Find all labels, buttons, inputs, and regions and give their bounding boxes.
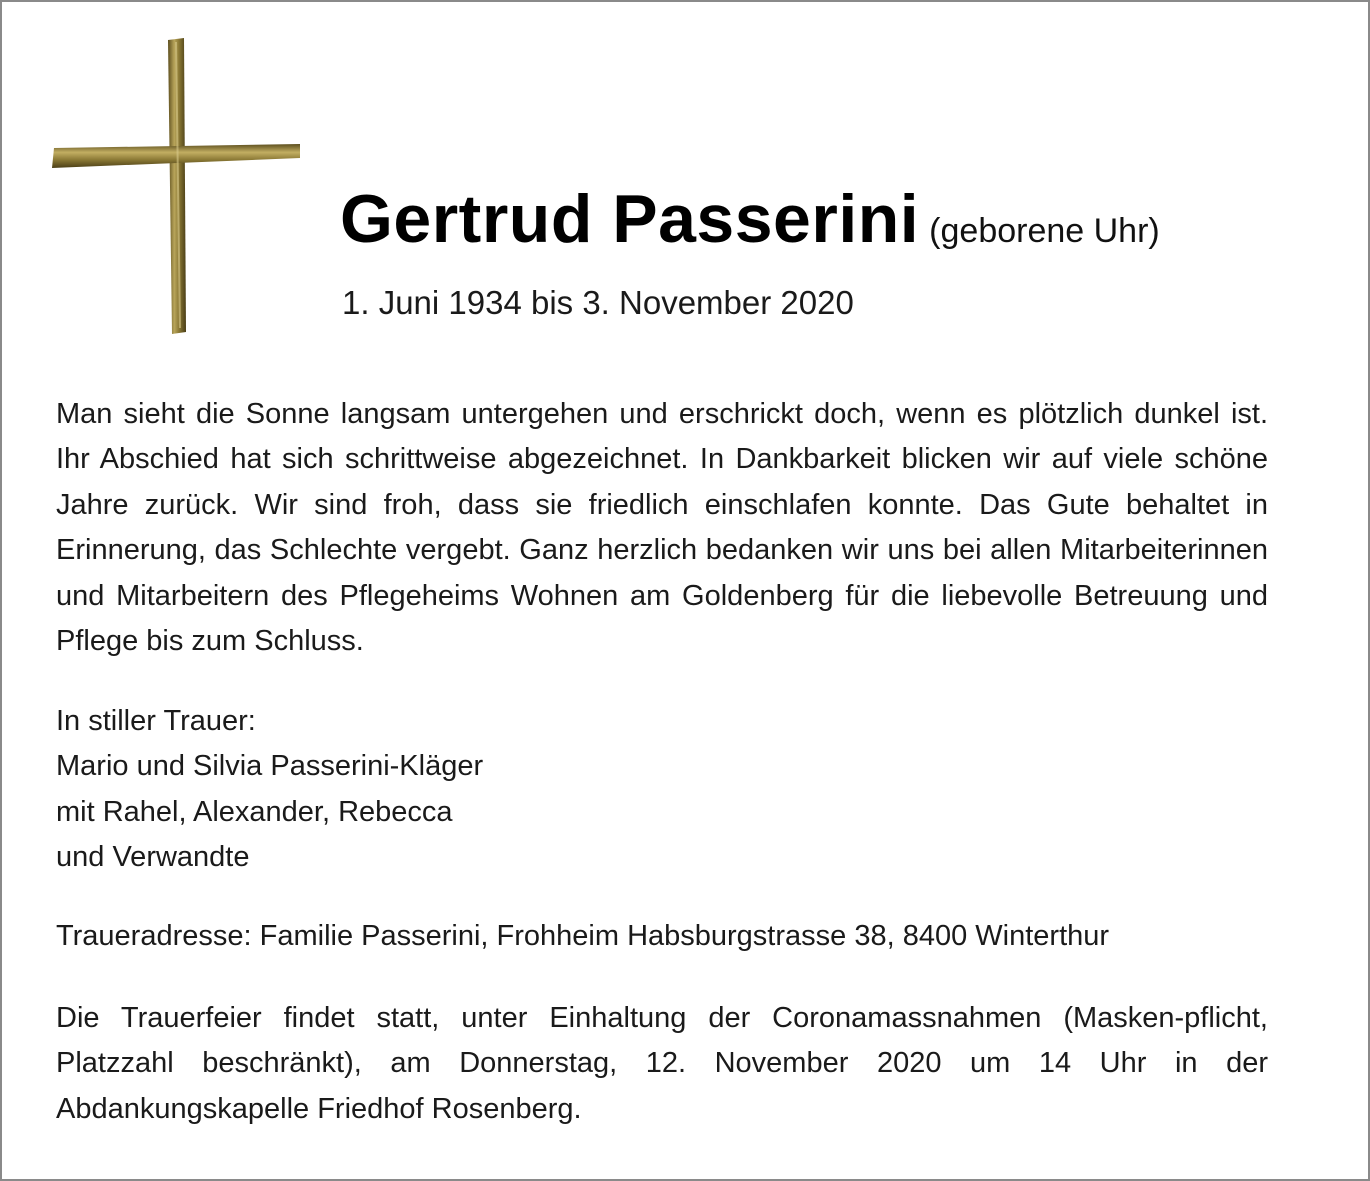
deceased-name: Gertrud Passerini [340, 181, 920, 257]
cross-icon [52, 38, 302, 334]
mourners-list [56, 699, 1268, 881]
maiden-name: (geborene Uhr) [929, 212, 1160, 250]
life-dates: 1. Juni 1934 bis 3. November 2020 [342, 284, 854, 321]
message-paragraph: Man sieht die Sonne langsam untergehen und erschrickt doch, wenn es plötzlich dunkel ist. Ihr Abschied hat sich schrittweise abgezeichnet. In Dankbarkeit blicken wir auf viele schöne Jahre zurück. Wir sind froh, dass sie friedlich einschlafen konnte. Das Gute behaltet in Erinnerung, das Schlechte vergebt. Ganz herzlich bedanken wir uns bei allen Mitarbeiterinnen und Mitarbeitern des Pflegeheims Wohnen am Goldenberg für die liebevolle Betreuung und Pflege bis zum Schluss. [56, 398, 1268, 658]
mourner-line: mit Rahel, Alexander, Rebecca [56, 795, 453, 828]
mourner-line: und Verwandte [56, 841, 250, 874]
deceased-name-line [340, 180, 1160, 258]
mourner-line: Mario und Silvia Passerini-Kläger [56, 750, 484, 783]
mourning-address: Traueradresse: Familie Passerini, Frohheim Habsburgstrasse 38, 8400 Winterthur [56, 920, 1110, 952]
funeral-service-info: Die Trauerfeier findet statt, unter Einhaltung der Coronamassnahmen (Masken-pflicht, Platzzahl beschränkt), am Donnerstag, 12. November 2020 um 14 Uhr in der Abdankungskapelle Friedhof Rosenberg. [56, 1002, 1268, 1125]
mourners-heading: In stiller Trauer: [56, 705, 256, 737]
